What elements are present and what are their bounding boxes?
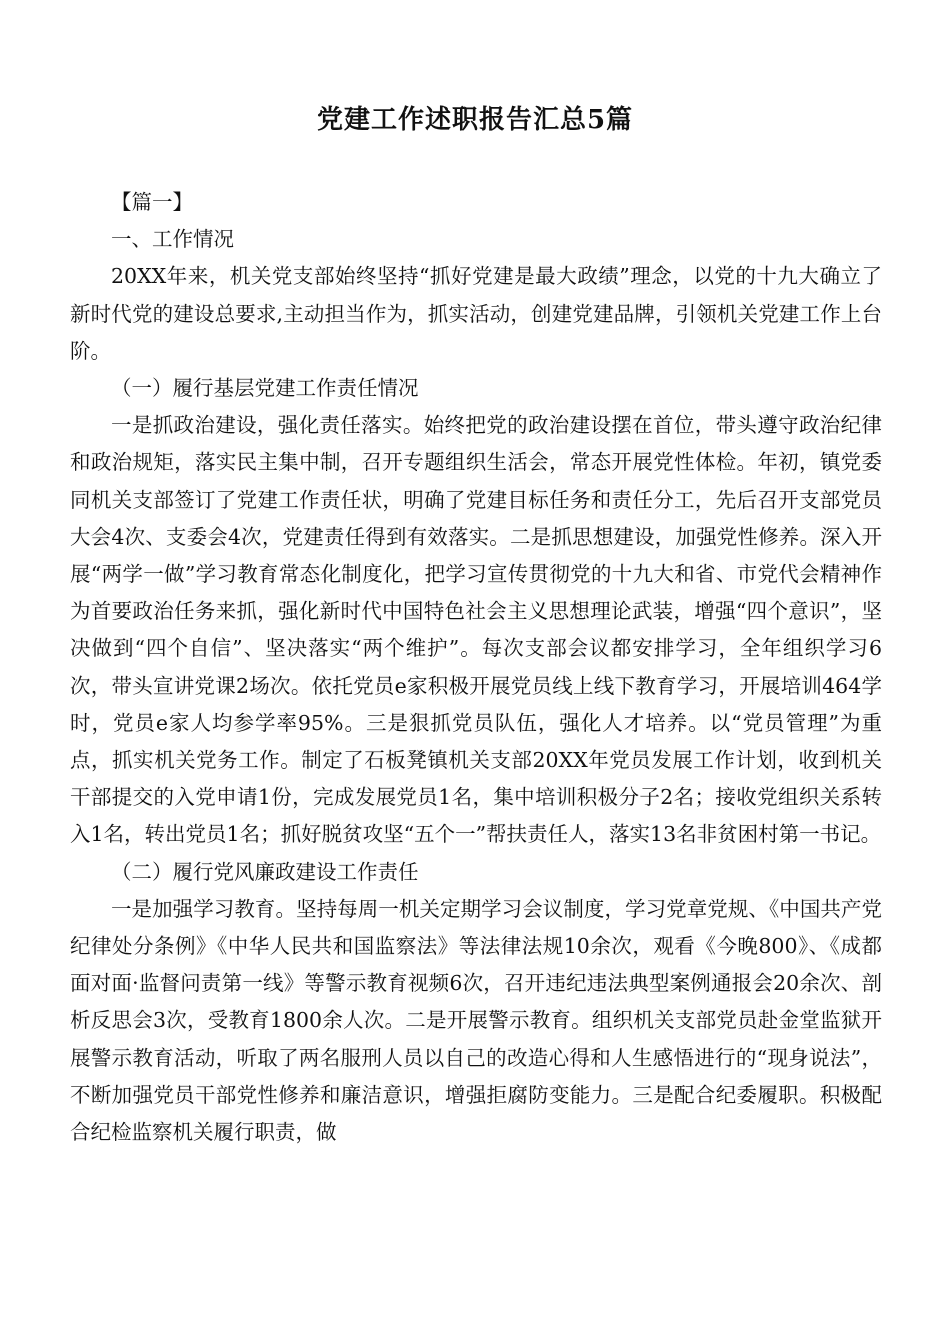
body-paragraph: 一是加强学习教育。坚持每周一机关定期学习会议制度，学习党章党规、《中国共产党纪律处分条例》《中华人民共和国监察法》等法律法规10余次，观看《今晚800》、《成都面对面·监督问责第一线》等警示教育视频6次，召开违纪违法典型案例通报会20余次、剖析反思会3次，受教育1800余人次。二是开展警示教育。组织机关支部党员赴金堂监狱开展警示教育活动，听取了两名服刑人员以自己的改造心得和人生感悟进行的“现身说法”，不断加强党员干部党性修养和廉洁意识，增强拒腐防变能力。三是配合纪委履职。积极配合纪检监察机关履行职责，做 [70,896,882,1145]
body-paragraph: 20XX年来，机关党支部始终坚持“抓好党建是最大政绩”理念，以党的十九大确立了新时代党的建设总要求,主动担当作为，抓实活动，创建党建品牌，引领机关党建工作上台阶。 [70,264,882,363]
document-body [70,184,882,1151]
section-heading: 【篇一】 [111,190,193,214]
body-paragraph: 一是抓政治建设，强化责任落实。始终把党的政治建设摆在首位，带头遵守政治纪律和政治规矩，落实民主集中制，召开专题组织生活会，常态开展党性体检。年初，镇党委同机关支部签订了党建工作责任状，明确了党建目标任务和责任分工，先后召开支部党员大会4次、支委会4次，党建责任得到有效落实。二是抓思想建设，加强党性修养。深入开展“两学一做”学习教育常态化制度化，把学习宣传贯彻党的十九大和省、市党代会精神作为首要政治任务来抓，强化新时代中国特色社会主义思想理论武装，增强“四个意识”，坚决做到“四个自信”、坚决落实“两个维护”。每次支部会议都安排学习，全年组织学习6次，带头宣讲党课2场次。依托党员e家积极开展党员线上线下教育学习，开展培训464学时，党员e家人均参学率95%。三是狠抓党员队伍，强化人才培养。以“党员管理”为重点，抓实机关党务工作。制定了石板凳镇机关支部20XX年党员发展工作计划，收到机关干部提交的入党申请1份，完成发展党员1名，集中培训积极分子2名；接收党组织关系转入1名，转出党员1名；抓好脱贫攻坚“五个一”帮扶责任人，落实13名非贫困村第一书记。 [70,413,882,847]
subsection-heading: （二）履行党风廉政建设工作责任 [111,859,419,884]
document-title: 党建工作述职报告汇总5篇 [316,105,634,135]
subsection-heading: 一、工作情况 [111,227,234,252]
subsection-heading: （一）履行基层党建工作责任情况 [111,376,419,401]
